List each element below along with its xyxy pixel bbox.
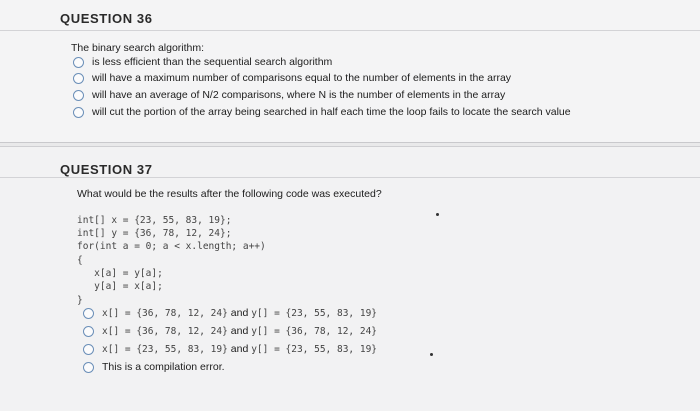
option-label: will have a maximum number of comparisons equal to the number of elements in the array bbox=[92, 72, 512, 84]
radio-button[interactable] bbox=[83, 362, 94, 373]
option-y-array: y[] = {23, 55, 83, 19} bbox=[251, 307, 378, 319]
code-line-3: for(int a = 0; a < x.length; a++) bbox=[77, 241, 266, 252]
option-label: will cut the portion of the array being searched in half each time the loop fails to locate the search value bbox=[92, 106, 571, 118]
code-line-4: { bbox=[77, 255, 83, 266]
option-label: This is a compilation error. bbox=[102, 361, 225, 373]
q36-option-2[interactable] bbox=[73, 72, 511, 84]
option-label: will have an average of N/2 comparisons, where N is the number of elements in the array bbox=[92, 89, 506, 101]
q37-option-1[interactable] bbox=[83, 307, 377, 319]
question-36-title: QUESTION 36 bbox=[60, 11, 153, 26]
option-x-array: x[] = {23, 55, 83, 19} bbox=[102, 343, 228, 355]
radio-button[interactable] bbox=[73, 73, 84, 84]
question-37-title: QUESTION 37 bbox=[60, 162, 153, 177]
q36-option-4[interactable] bbox=[73, 106, 571, 118]
radio-button[interactable] bbox=[73, 107, 84, 118]
question-36-panel bbox=[0, 0, 700, 143]
code-line-6: y[a] = x[a]; bbox=[77, 281, 163, 292]
radio-button[interactable] bbox=[83, 326, 94, 337]
q37-option-3[interactable] bbox=[83, 343, 377, 355]
q36-option-1[interactable] bbox=[73, 56, 332, 68]
q36-option-3[interactable] bbox=[73, 89, 505, 101]
question-37-header bbox=[0, 146, 700, 178]
cursor-dot-icon bbox=[430, 353, 433, 356]
radio-button[interactable] bbox=[73, 90, 84, 101]
code-line-7: } bbox=[77, 295, 83, 306]
q37-option-4[interactable] bbox=[83, 361, 225, 373]
mouse-cursor-icon bbox=[436, 213, 439, 216]
code-line-5: x[a] = y[a]; bbox=[77, 268, 163, 279]
option-x-array: x[] = {36, 78, 12, 24} bbox=[102, 325, 228, 337]
question-36-prompt: The binary search algorithm: bbox=[71, 42, 205, 54]
option-and: and bbox=[227, 307, 252, 319]
q37-option-2[interactable] bbox=[83, 325, 377, 337]
question-36-header bbox=[0, 0, 700, 31]
radio-button[interactable] bbox=[83, 344, 94, 355]
radio-button[interactable] bbox=[83, 308, 94, 319]
option-and: and bbox=[227, 343, 252, 355]
question-37-prompt: What would be the results after the following code was executed? bbox=[77, 188, 382, 200]
option-y-array: y[] = {23, 55, 83, 19} bbox=[251, 343, 378, 355]
option-label: is less efficient than the sequential search algorithm bbox=[92, 56, 333, 68]
option-and: and bbox=[227, 325, 252, 337]
code-line-2: int[] y = {36, 78, 12, 24}; bbox=[77, 228, 232, 239]
radio-button[interactable] bbox=[73, 57, 84, 68]
question-37-panel bbox=[0, 146, 700, 411]
option-x-array: x[] = {36, 78, 12, 24} bbox=[102, 307, 228, 319]
code-line-1: int[] x = {23, 55, 83, 19}; bbox=[77, 215, 232, 226]
option-y-array: y[] = {36, 78, 12, 24} bbox=[251, 325, 378, 337]
